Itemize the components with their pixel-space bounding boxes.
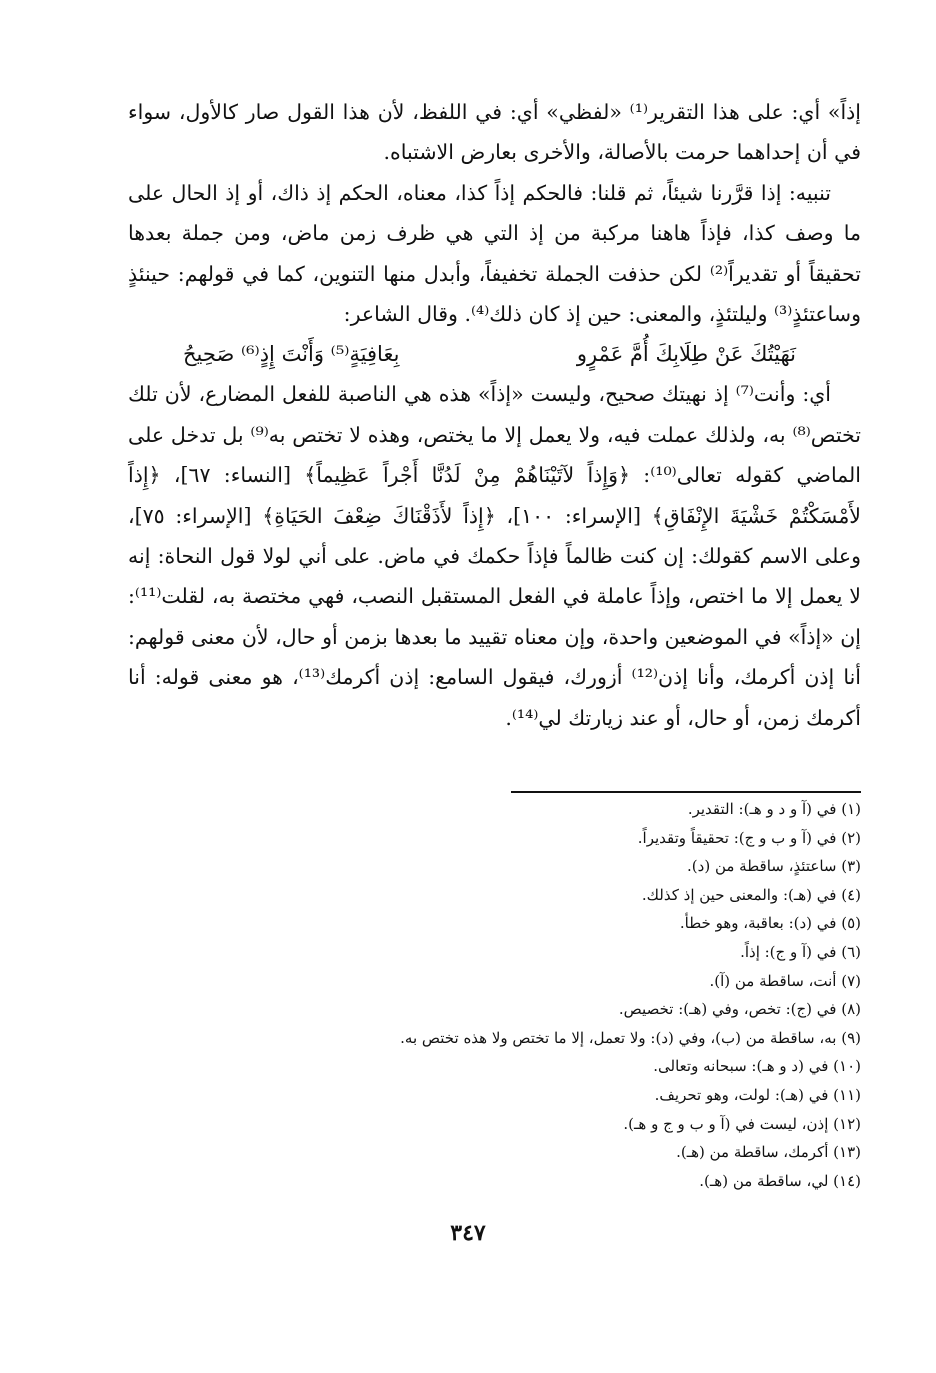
footnote-8: (٨) في (ج): تخص، وفي (هـ): تخصيص.: [618, 1000, 861, 1019]
poetry-verse: [128, 334, 861, 374]
footnote-2: (٢) في (آ و ب و ج): تحقيقاً وتقديراً.: [637, 828, 861, 847]
main-text: [128, 92, 861, 738]
footnote-14: (١٤) لي، ساقطة من (هـ).: [699, 1171, 861, 1190]
page-number: ٣٤٧: [450, 1220, 486, 1246]
verse-first-hemistich: نَهَيْتُكَ عَنْ طِلَابِكَ أُمَّ عَمْرٍو: [576, 342, 796, 367]
footnote-11: (١١) في (هـ): لولت، وهو تحريف.: [654, 1085, 861, 1104]
footnote-3: (٣) ساعتئذٍ، ساقطة من (د).: [687, 857, 861, 876]
paragraph-3: أي: وأنت⁽⁷⁾ إذ نهيتك صحيح، وليست «إذاً» هذه هي الناصبة للفعل المضارع، لأن تلك تختص⁽⁸⁾ به، ولذلك عملت فيه، ولا يعمل إلا ما يختص، وهذه لا تختص به⁽⁹⁾ بل تدخل على الماضي كقوله تعالى⁽¹⁰⁾: ﴿وَإِذاً لآتَيْنَاهُمْ مِنْ لَدُنَّا أَجْراً عَظِيماً﴾ [النساء: ٦٧]، ﴿إِذاً لأَمْسَكْتُمْ خَشْيَةَ الإِنْفَاقِ﴾ [الإسراء: ١٠٠]، ﴿إِذاً لأَذَقْنَاكَ ضِعْفَ الحَيَاةِ﴾ [الإسراء: ٧٥]، وعلى الاسم كقولك: إن كنت ظالماً فإذاً حكمك في ماض. على أني لولا قول النحاة: إنه لا يعمل إلا ما اختص، وإذاً عاملة في الفعل المستقبل النصب، فهي مختصة به، لقلت⁽¹¹⁾: إن «إذاً» في الموضعين واحدة، وإن معناه تقييد ما بعدها بزمن أو حال، لأن معنى قولهم: أنا إذن أكرمك، وأنا إذن⁽¹²⁾ أزورك، فيقول السامع: إذن أكرمك⁽¹³⁾، هو معنى قوله: أنا أكرمك زمن، أو حال، أو عند زيارتك لي⁽¹⁴⁾.: [128, 382, 861, 730]
paragraph-2: تنبيه: إذا قرَّرنا شيئاً، ثم قلنا: فالحكم إذاً كذا، معناه، الحكم إذ ذاك، أو إذ الحال على ما وصف كذا، فإذاً هاهنا مركبة من إذ التي هي ظرف زمن ماض، ومن جملة بعدها تحقيقاً أو تقديراً⁽²⁾ لكن حذفت الجملة تخفيفاً، وأبدل منها التنوين، كما في قولهم: حينئذٍ وساعتئذٍ⁽³⁾ وليلتئذٍ، والمعنى: حين إذ كان ذلك⁽⁴⁾. وقال الشاعر:: [128, 180, 861, 327]
footnotes: [260, 795, 861, 1195]
paragraph-1: إذاً» أي: على هذا التقرير⁽¹⁾ «لفظي» أي: في اللفظ، لأن هذا القول صار كالأول، سواء في أن إحداهما حرمت بالأصالة، والأخرى بعارض الاشتباه.: [128, 100, 861, 165]
footnote-12: (١٢) إذن، ليست في (آ و ب و ج و هـ).: [623, 1114, 861, 1133]
footnote-6: (٦) في (آ و ج): إذاً.: [740, 942, 861, 961]
footnote-5: (٥) في (د): بعاقبة، وهو خطأ.: [679, 914, 861, 933]
verse-second-hemistich: بِعَافِيَةٍ⁽⁵⁾ وَأَنْتَ إِذٍ⁽⁶⁾ صَحِيحُ: [183, 342, 400, 367]
footnote-9: (٩) به، ساقطة من (ب)، وفي (د): ولا تعمل، إلا ما تختص ولا هذه تختص به.: [400, 1028, 861, 1047]
footnote-7: (٧) أنت، ساقطة من (آ).: [709, 971, 861, 990]
footnote-separator: [511, 791, 861, 793]
footnote-1: (١) في (آ و د و هـ): التقدير.: [687, 800, 861, 818]
footnote-10: (١٠) في (د و هـ): سبحانه وتعالى.: [653, 1057, 861, 1076]
footnote-13: (١٣) أكرمك، ساقطة من (هـ).: [676, 1143, 861, 1162]
footnote-4: (٤) في (هـ): والمعنى حين إذ كذلك.: [641, 885, 861, 904]
